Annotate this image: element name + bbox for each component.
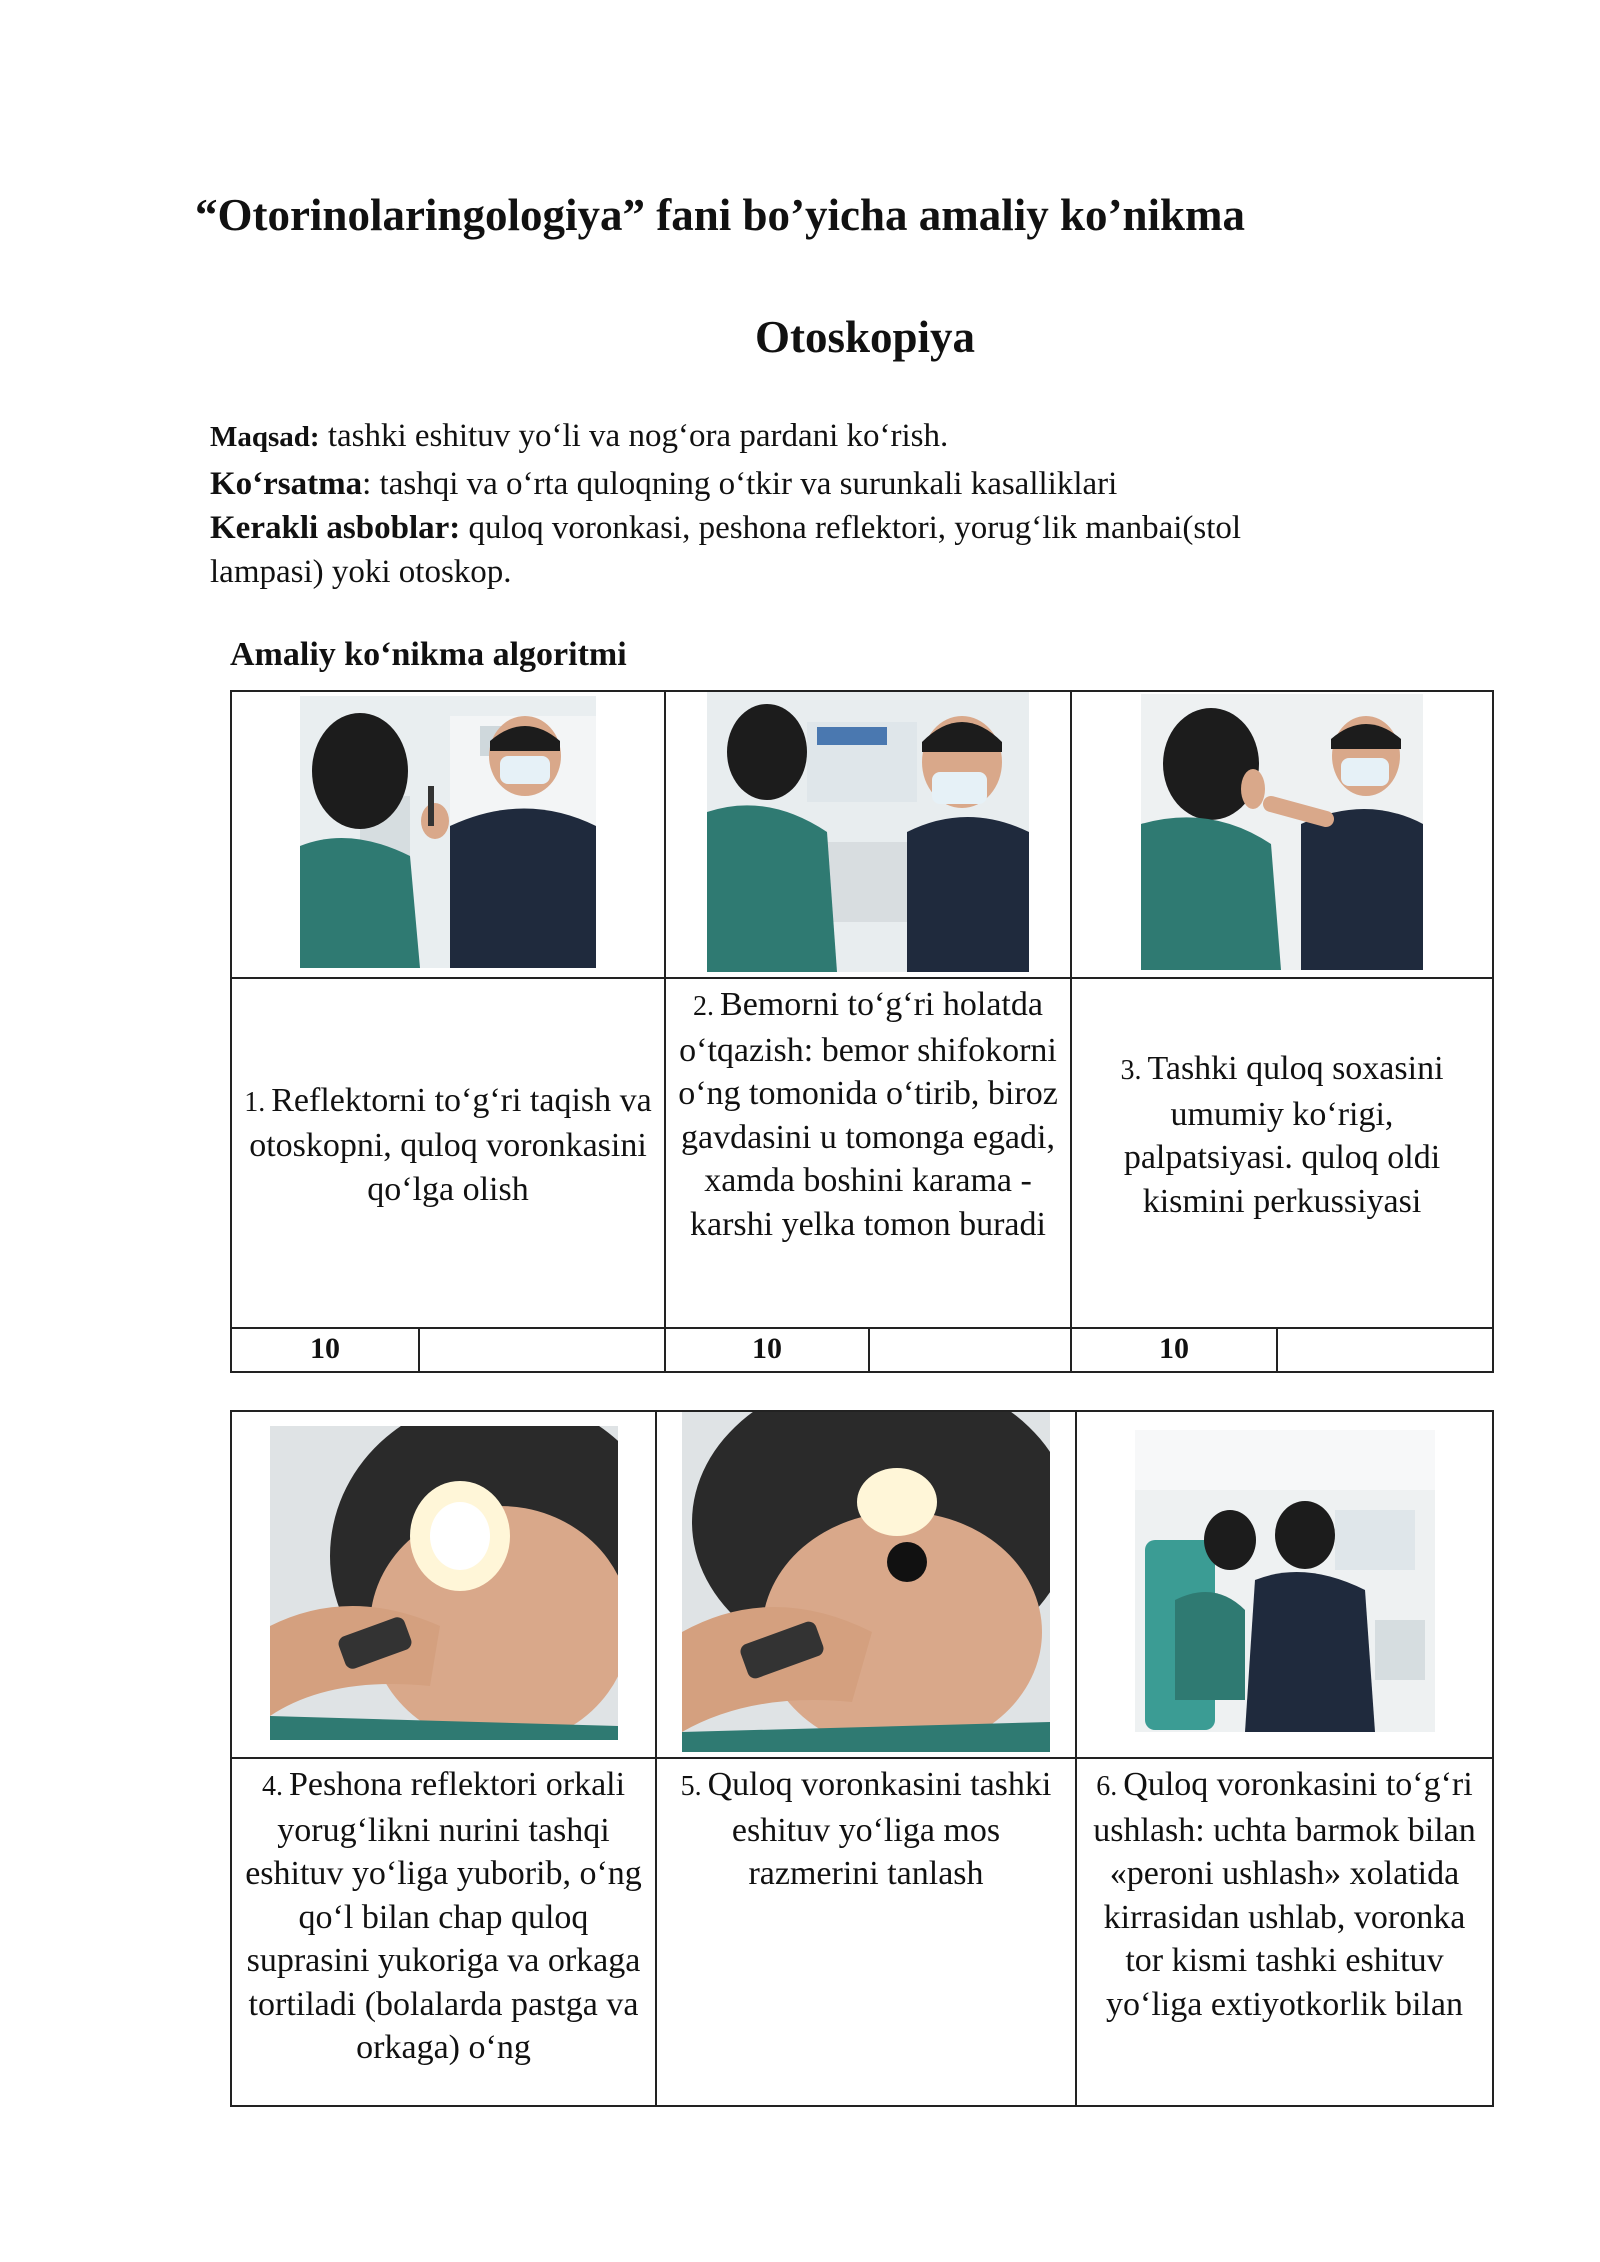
purpose-text: tashki eshituv yo‘li va nog‘ora pardani ko‘rish. [319,418,949,454]
section-title: Amaliy ko‘nikma algoritmi [230,636,627,673]
step-1-score: 10 [231,1328,419,1372]
tools-text: quloq voronkasi, peshona reflektori, yorug‘lik manbai(stol [460,510,1242,546]
algorithm-table-1 [230,690,1494,1373]
step-4-desc-cell [231,1758,656,2106]
step-5-desc [657,1759,1075,1896]
ear-light-beam-photo [270,1426,618,1740]
step-6-desc [1077,1759,1492,2026]
indication-line [210,462,1450,506]
purpose-label: Maqsad: [210,421,320,453]
step-1-score-blank [419,1328,665,1372]
step-4-text: Peshona reflektori orkali yorug‘likni nurini tashqi eshituv yo‘liga yuborib, o‘ng qo‘l bilan chap quloq suprasini yukoriga va orkaga tortiladi (bolalarda pastga va orkaga) o‘ng [245,1766,642,2066]
step-3-score-blank [1277,1328,1493,1372]
step-2-photo-cell [665,691,1071,978]
step-1-number: 1. [244,1086,266,1118]
step-3-photo-cell [1071,691,1493,978]
step-2-text: Bemorni to‘g‘ri holatda o‘tqazish: bemor shifokorni o‘ng tomonida o‘tirib, biroz gavdasini u tomonga egadi, xamda boshini karama - karshi yelka tomon buradi [678,986,1058,1243]
tools-text-2: lampasi) yoki otoskop. [210,554,512,590]
step-1-desc-cell [231,978,665,1328]
ear-speculum-photo [682,1412,1050,1752]
purpose-line [210,414,1450,459]
doctor-holding-otoscope-photo [300,696,596,968]
step-3-number: 3. [1120,1055,1142,1086]
step-4-photo-cell [231,1411,656,1758]
doctor-examining-ear-photo [1135,1430,1435,1732]
step-2-desc-cell [665,978,1071,1328]
indication-text: : tashqi va o‘rta quloqning o‘tkir va surunkali kasalliklari [362,466,1118,502]
ear-palpation-photo [1141,694,1423,970]
tools-line-2 [210,550,1450,594]
algorithm-table-2 [230,1410,1494,2107]
step-6-photo-cell [1076,1411,1493,1758]
step-3-desc [1072,979,1492,1327]
patient-seated-photo [707,692,1029,972]
step-2-score-blank [869,1328,1071,1372]
step-2-score: 10 [665,1328,869,1372]
tools-label: Kerakli asboblar: [210,510,461,546]
step-6-desc-cell [1076,1758,1493,2106]
indication-label: Ko‘rsatma [210,466,363,502]
step-2-number: 2. [693,991,715,1022]
step-5-number: 5. [680,1771,702,1802]
step-3-text: Tashki quloq soxasini umumiy ko‘rigi, palpatsiyasi. quloq oldi kismini perkussiyasi [1123,1050,1444,1220]
tools-line [210,506,1450,550]
step-4-number: 4. [261,1771,283,1802]
step-6-number: 6. [1096,1771,1118,1802]
step-3-desc-cell [1071,978,1493,1328]
step-1-photo-cell [231,691,665,978]
step-1-text: Reflektorni to‘g‘ri taqish va otoskopni, quloq voronkasini qo‘lga olish [249,1081,652,1208]
step-1-desc [232,979,664,1327]
step-3-score: 10 [1071,1328,1277,1372]
step-5-text: Quloq voronkasini tashki eshituv yo‘liga mos razmerini tanlash [707,1766,1052,1892]
page-title: “Otorinolaringologiya” fani bo’yicha amaliy ko’nikma [194,190,1246,240]
step-2-desc [666,979,1070,1246]
page-subtitle: Otoskopiya [754,312,976,362]
step-5-desc-cell [656,1758,1076,2106]
step-4-desc [232,1759,655,2070]
step-5-photo-cell [656,1411,1076,1758]
step-6-text: Quloq voronkasini to‘g‘ri ushlash: uchta barmok bilan «peroni ushlash» xolatida kirrasidan ushlab, voronka tor kismi tashki eshituv yo‘liga extiyotkorlik bilan [1093,1766,1476,2023]
